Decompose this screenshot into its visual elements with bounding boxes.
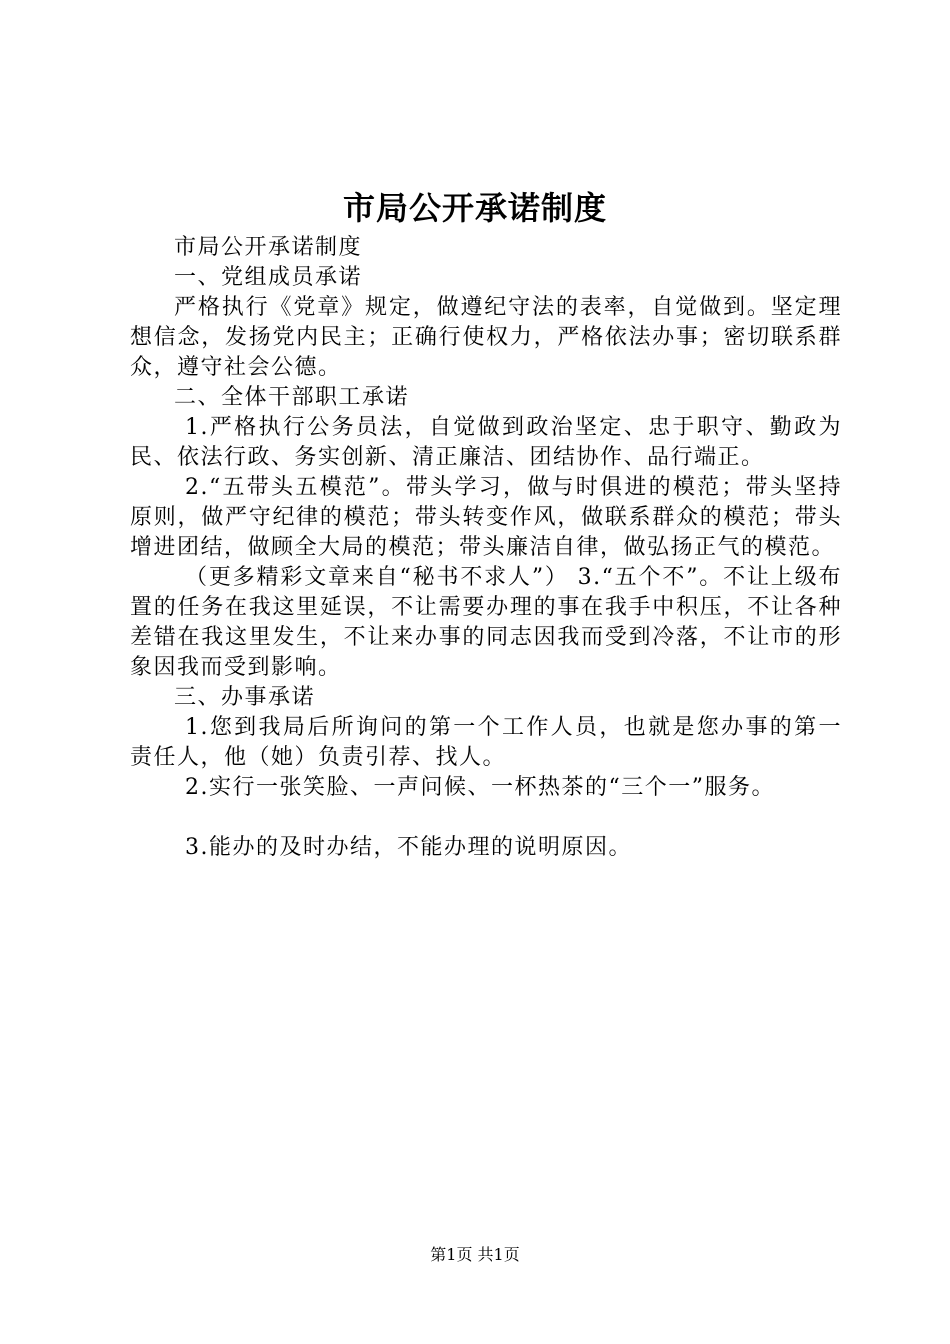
paragraph-item-2-1: 1.严格执行公务员法，自觉做到政治坚定、忠于职守、勤政为民、依法行政、务实创新、清正廉洁、团结协作、品行端正。 [130,415,842,470]
paragraph-item-2-3: （更多精彩文章来自“秘书不求人”） 3.“五个不”。不让上级布置的任务在我这里延误，不让需要办理的事在我手中积压，不让各种差错在我这里发生，不让来办事的同志因我而受到冷落，不让市的形象因我而受到影响。 [130,565,842,680]
document-body [130,233,842,863]
paragraph-heading-repeat: 市局公开承诺制度 [174,235,363,260]
paragraph-party-commitment: 严格执行《党章》规定，做遵纪守法的表率，自觉做到。坚定理想信念，发扬党内民主；正确行使权力，严格依法办事；密切联系群众，遵守社会公德。 [130,295,842,380]
page-footer: 第1页 共1页 [430,1245,520,1264]
section-heading-1: 一、党组成员承诺 [174,265,363,290]
paragraph-item-3-1: 1.您到我局后所询问的第一个工作人员，也就是您办事的第一责任人，他（她）负责引荐、找人。 [130,715,842,770]
paragraph-item-2-2: 2.“五带头五模范”。带头学习，做与时俱进的模范；带头坚持原则，做严守纪律的模范；带头转变作风，做联系群众的模范；带头增进团结，做顾全大局的模范；带头廉洁自律，做弘扬正气的模范。 [130,475,842,560]
paragraph-item-3-3: 3.能办的及时办结，不能办理的说明原因。 [185,835,632,860]
paragraph-item-3-2: 2.实行一张笑脸、一声问候、一杯热茶的“三个一”服务。 [185,775,775,800]
section-heading-2: 二、全体干部职工承诺 [174,385,410,410]
document-title: 市局公开承诺制度 [342,189,607,227]
section-heading-3: 三、办事承诺 [174,685,316,710]
